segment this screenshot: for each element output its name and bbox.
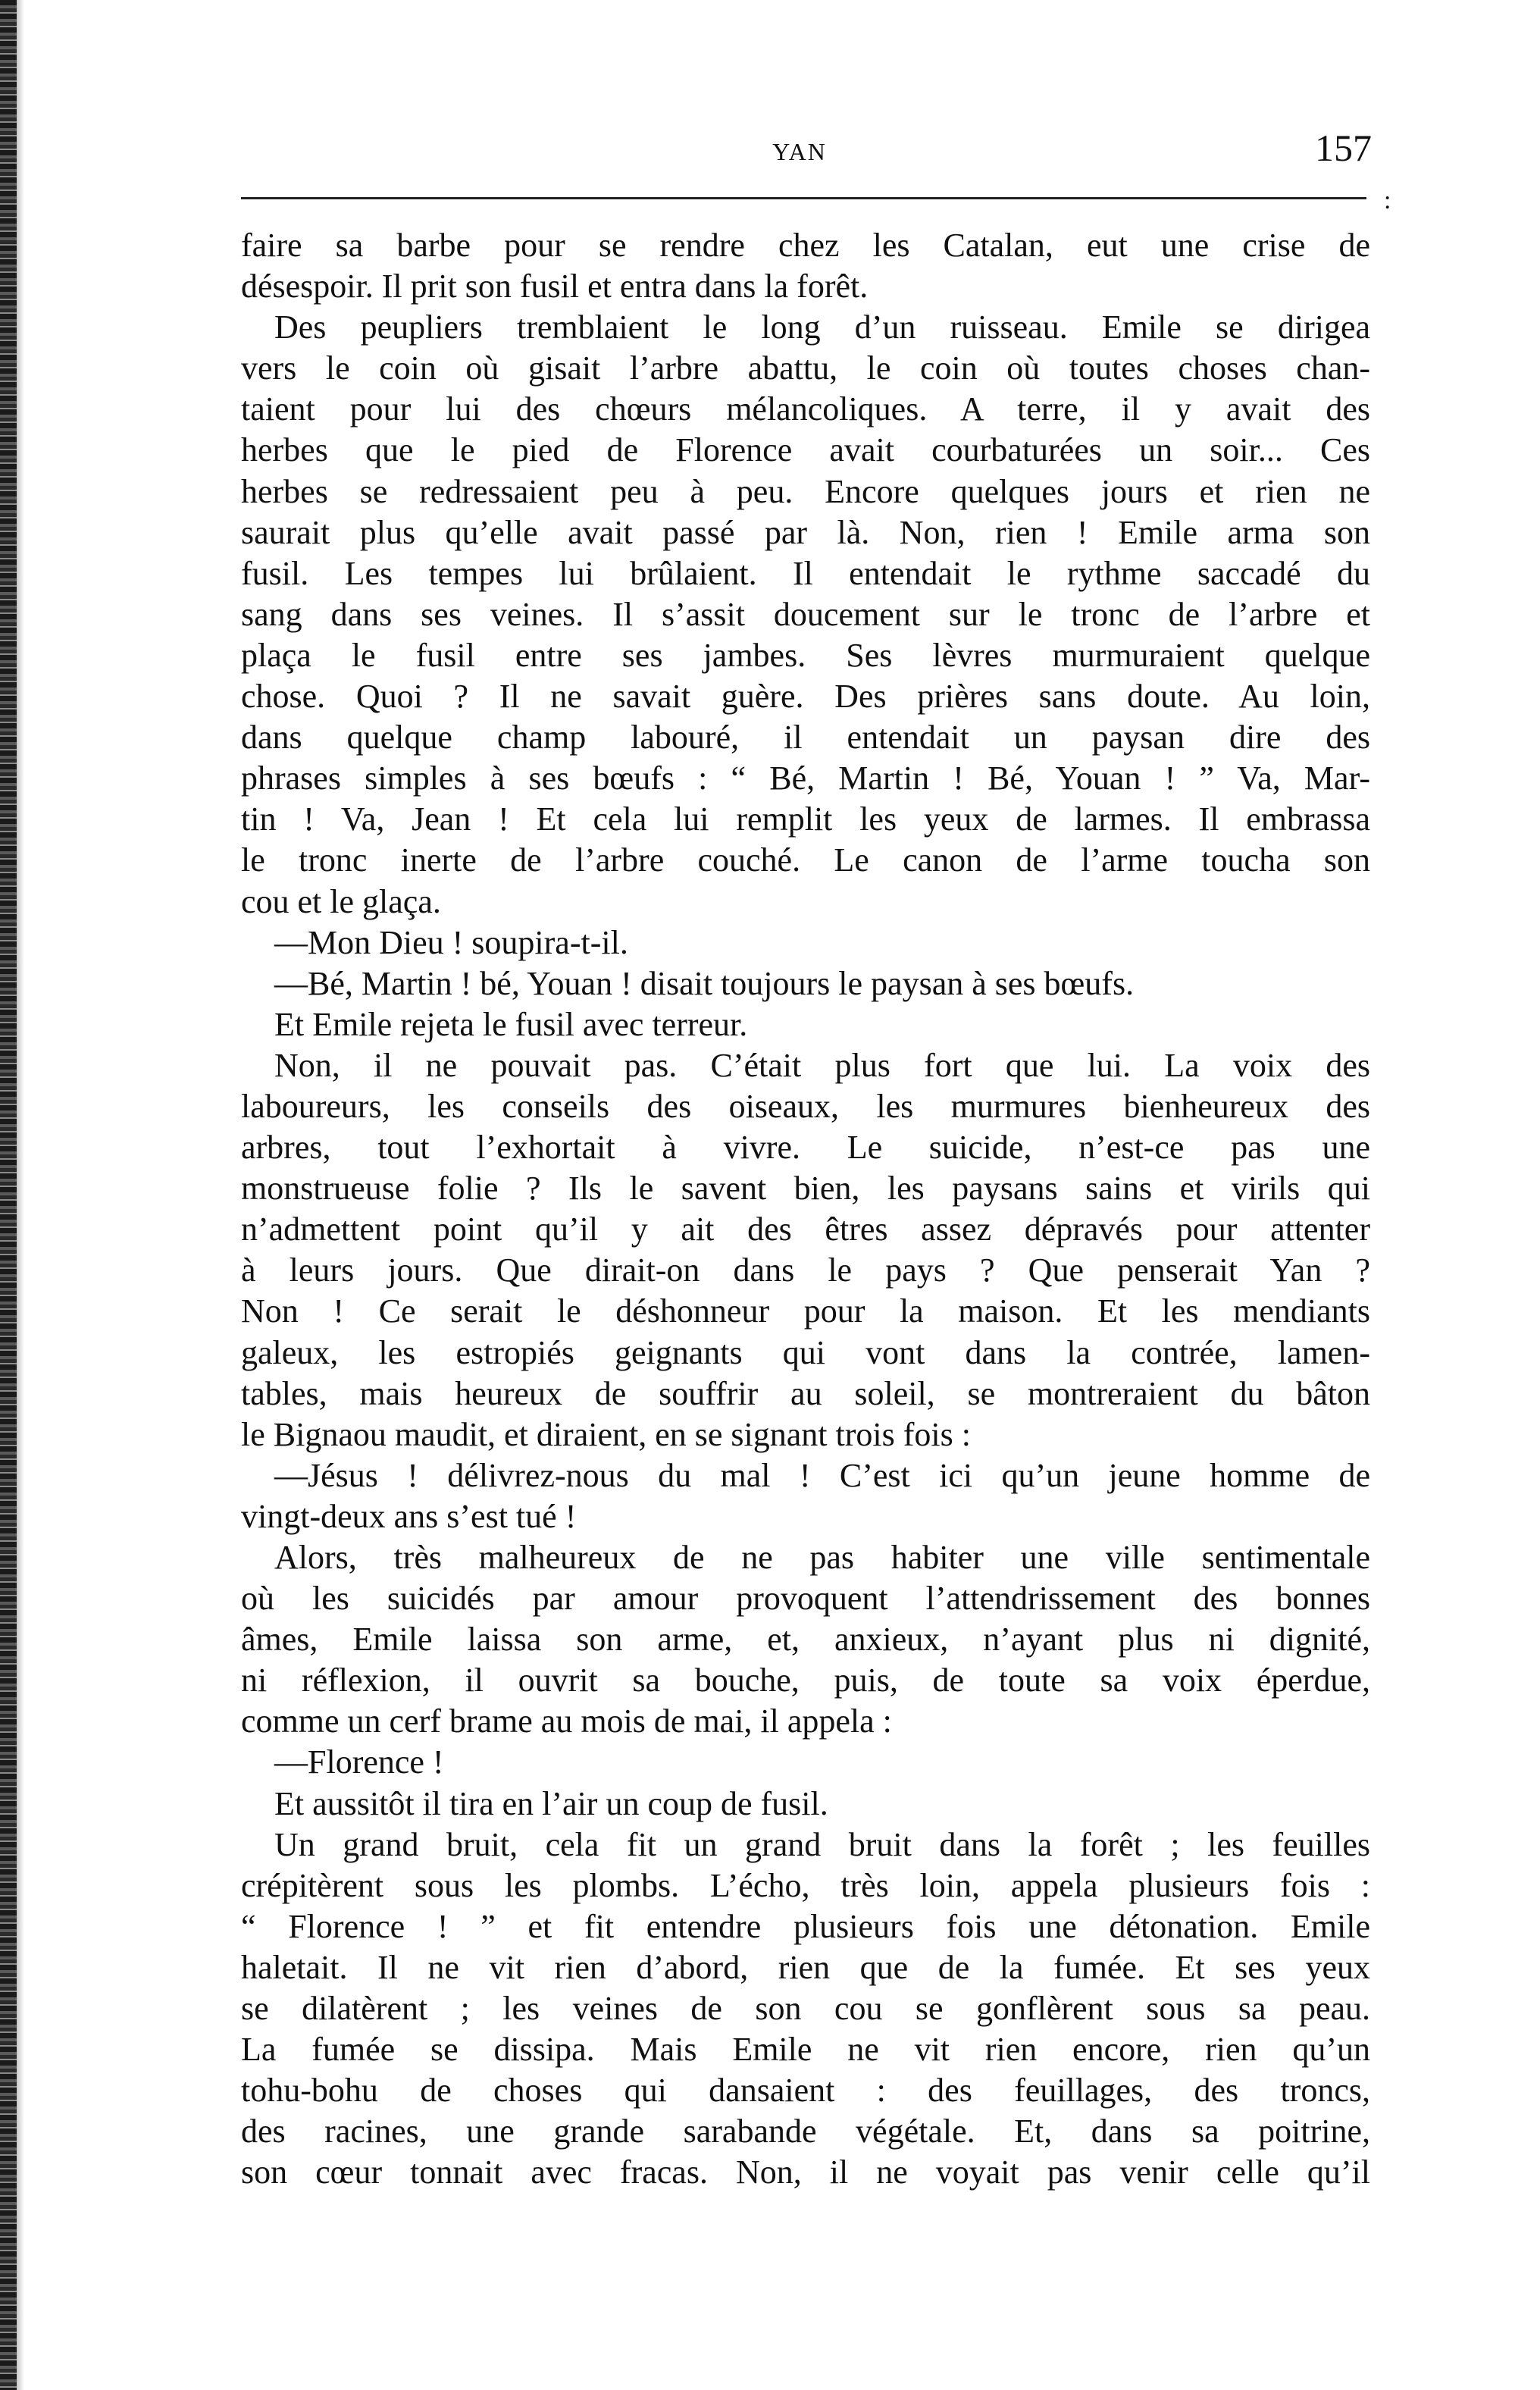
text-line: —Mon Dieu ! soupira-t-il. — [274, 923, 628, 961]
text-line: taient pour lui des chœurs mélancoliques. A terre, il y avait des — [241, 390, 1370, 428]
text-line: faire sa barbe pour se rendre chez les Catalan, eut une crise de — [241, 227, 1370, 264]
text-line: chose. Quoi ? Il ne savait guère. Des prières sans doute. Au loin, — [241, 678, 1370, 716]
text-line: monstrueuse folie ? Ils le savent bien, les paysans sains et virils qui — [241, 1170, 1370, 1208]
text-line: vers le coin où gisait l’arbre abattu, le coin où toutes choses chan- — [241, 349, 1370, 387]
text-line: Des peupliers tremblaient le long d’un ruisseau. Emile se dirigea — [274, 309, 1370, 346]
text-line: se dilatèrent ; les veines de son cou se gonflèrent sous sa peau. — [241, 1990, 1370, 2028]
header-rule-mark: : — [1384, 186, 1391, 215]
text-line: tables, mais heureux de souffrir au soleil, se montreraient du bâton — [241, 1374, 1370, 1412]
text-line: Et aussitôt il tira en l’air un coup de fusil. — [274, 1784, 828, 1822]
text-line: “ Florence ! ” et fit entendre plusieurs fois une détonation. Emile — [241, 1907, 1370, 1945]
text-line: tohu-bohu de choses qui dansaient : des feuillages, des troncs, — [241, 2072, 1370, 2110]
text-line: le Bignaou maudit, et diraient, en se signant trois fois : — [241, 1415, 971, 1453]
text-line: n’admettent point qu’il y ait des êtres assez dépravés pour attenter — [241, 1211, 1370, 1248]
binding-edge — [0, 0, 17, 2390]
text-line: galeux, les estropiés geignants qui vont dans la contrée, lamen- — [241, 1333, 1370, 1371]
text-line: herbes que le pied de Florence avait courbaturées un soir... Ces — [241, 431, 1370, 469]
page-header — [227, 126, 1372, 179]
text-line: fusil. Les tempes lui brûlaient. Il entendait le rythme saccadé du — [241, 554, 1370, 592]
text-line: sang dans ses veines. Il s’assit doucement sur le tronc de l’arbre et — [241, 595, 1370, 633]
text-line: herbes se redressaient peu à peu. Encore quelques jours et rien ne — [241, 472, 1370, 510]
text-line: saurait plus qu’elle avait passé par là. Non, rien ! Emile arma son — [241, 513, 1370, 551]
text-line: Non, il ne pouvait pas. C’était plus fort que lui. La voix des — [274, 1046, 1370, 1084]
text-line: des racines, une grande sarabande végétale. Et, dans sa poitrine, — [241, 2113, 1370, 2150]
text-line: Et Emile rejeta le fusil avec terreur. — [274, 1005, 748, 1043]
text-line: phrases simples à ses bœufs : “ Bé, Martin ! Bé, Youan ! ” Va, Mar- — [241, 760, 1370, 797]
running-head: YAN — [772, 138, 827, 165]
text-line: à leurs jours. Que dirait-on dans le pays ? Que penserait Yan ? — [241, 1251, 1370, 1289]
text-line: cou et le glaça. — [241, 882, 441, 920]
text-line: âmes, Emile laissa son arme, et, anxieux, n’ayant plus ni dignité, — [241, 1621, 1370, 1659]
text-line: —Bé, Martin ! bé, Youan ! disait toujours le paysan à ses bœufs. — [274, 964, 1135, 1002]
text-line: Non ! Ce serait le déshonneur pour la maison. Et les mendiants — [241, 1292, 1370, 1330]
text-line: —Florence ! — [274, 1743, 444, 1781]
text-line: Alors, très malheureux de ne pas habiter une ville sentimentale — [274, 1539, 1370, 1576]
body-text — [241, 225, 1370, 2194]
text-line: dans quelque champ labouré, il entendait un paysan dire des — [241, 719, 1370, 756]
text-line: haletait. Il ne vit rien d’abord, rien que de la fumée. Et ses yeux — [241, 1948, 1370, 1986]
text-line: La fumée se dissipa. Mais Emile ne vit rien encore, rien qu’un — [241, 2031, 1370, 2069]
text-line: plaça le fusil entre ses jambes. Ses lèvres murmuraient quelque — [241, 636, 1370, 674]
text-line: comme un cerf brame au mois de mai, il appela : — [241, 1702, 892, 1740]
header-rule — [241, 197, 1366, 199]
text-line: où les suicidés par amour provoquent l’attendrissement des bonnes — [241, 1580, 1370, 1618]
binding-shadow — [17, 0, 24, 2390]
text-line: ni réflexion, il ouvrit sa bouche, puis, de toute sa voix éperdue, — [241, 1662, 1370, 1699]
text-line: crépitèrent sous les plombs. L’écho, très loin, appela plusieurs fois : — [241, 1866, 1370, 1904]
text-line: —Jésus ! délivrez-nous du mal ! C’est ici qu’un jeune homme de — [274, 1456, 1370, 1494]
text-line: tin ! Va, Jean ! Et cela lui remplit les yeux de larmes. Il embrassa — [241, 800, 1370, 838]
text-line: laboureurs, les conseils des oiseaux, les murmures bienheureux des — [241, 1087, 1370, 1125]
text-line: son cœur tonnait avec fracas. Non, il ne voyait pas venir celle qu’il — [241, 2154, 1370, 2191]
page-number: 157 — [1315, 127, 1372, 169]
text-line: le tronc inerte de l’arbre couché. Le canon de l’arme toucha son — [241, 841, 1370, 879]
text-line: arbres, tout l’exhortait à vivre. Le suicide, n’est-ce pas une — [241, 1129, 1370, 1167]
text-line: vingt-deux ans s’est tué ! — [241, 1497, 577, 1535]
text-line: Un grand bruit, cela fit un grand bruit dans la forêt ; les feuilles — [274, 1825, 1370, 1863]
text-line: désespoir. Il prit son fusil et entra dans la forêt. — [241, 268, 869, 305]
